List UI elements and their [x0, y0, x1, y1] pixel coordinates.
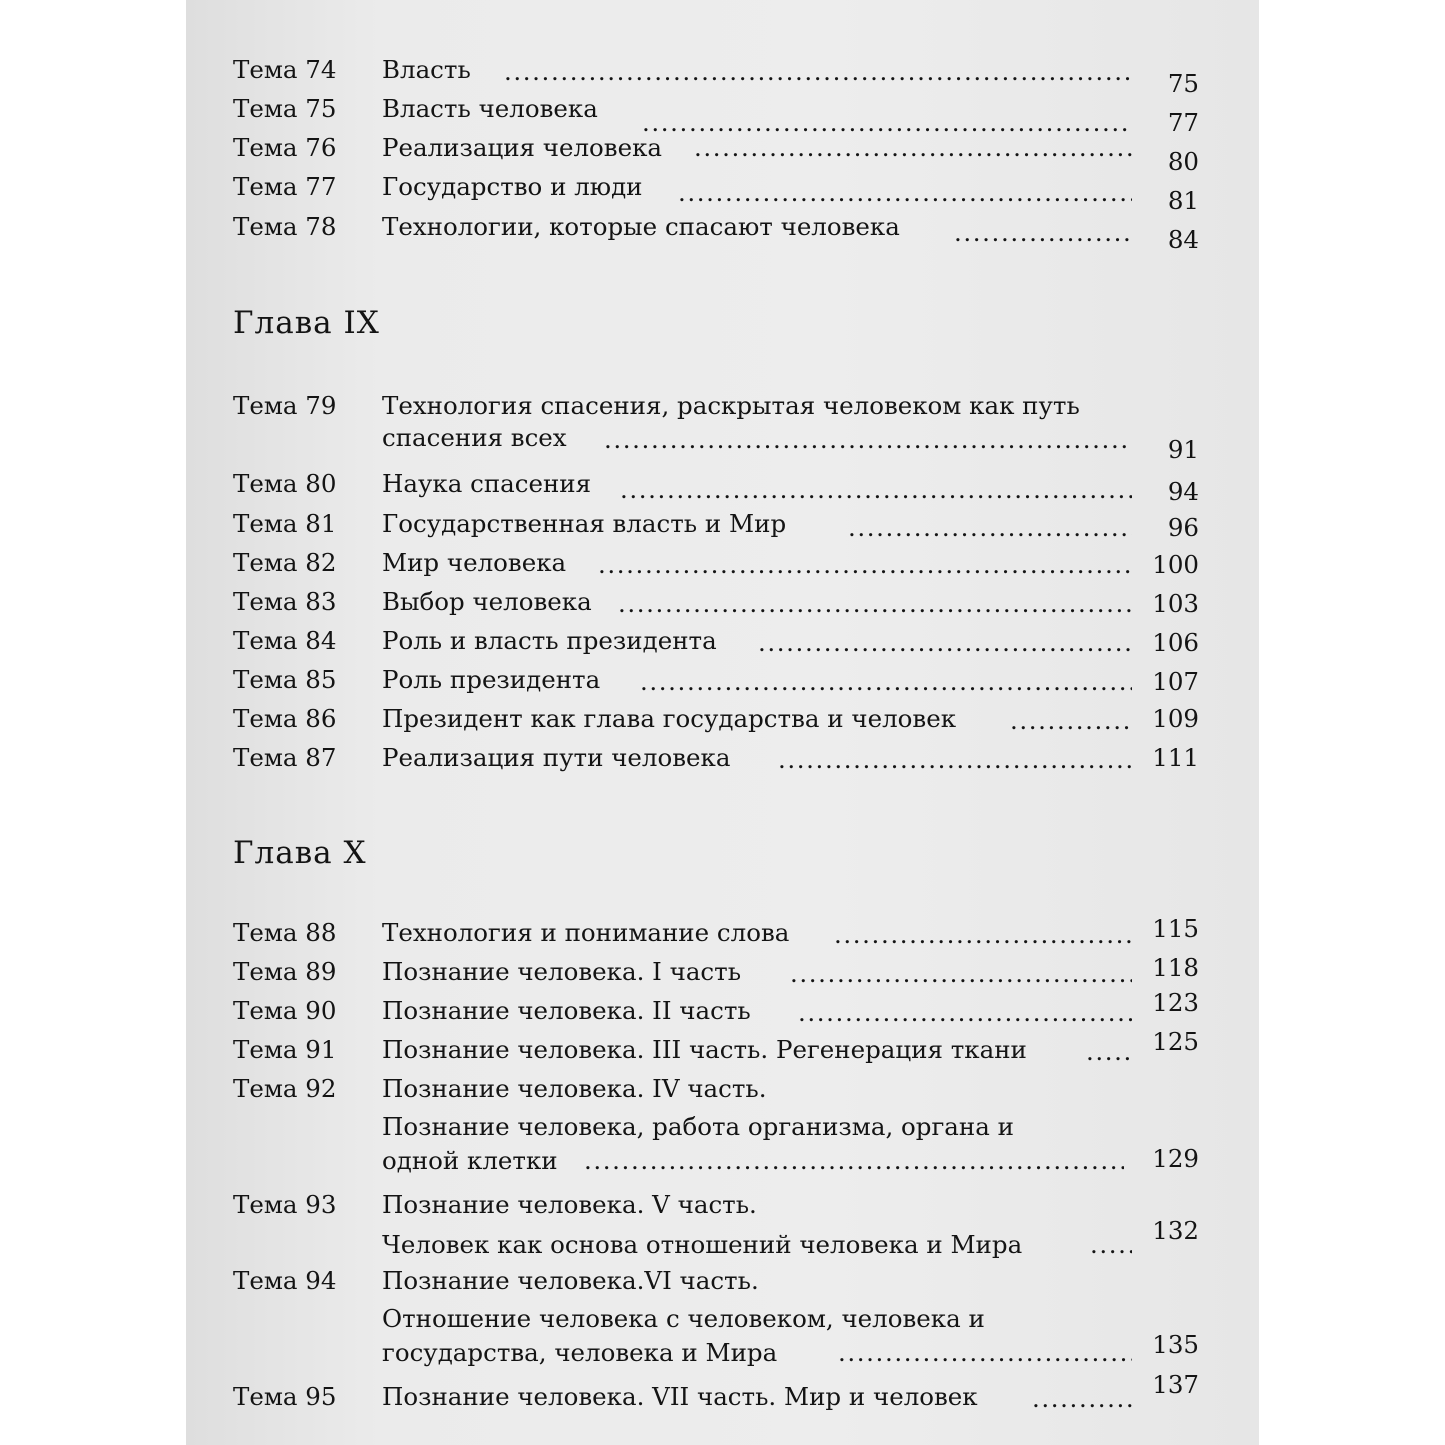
page-number: 115: [1152, 914, 1199, 943]
toc-entry: [186, 1190, 1259, 1260]
page-number: 91: [1167, 435, 1199, 464]
dot-leader: [640, 667, 1132, 697]
topic-number: Тема 84: [233, 626, 337, 655]
page-number: 137: [1152, 1370, 1199, 1399]
topic-number: Тема 85: [233, 665, 337, 694]
dot-leader: [618, 589, 1132, 619]
dot-leader: [778, 745, 1132, 775]
topic-number: Тема 94: [233, 1266, 337, 1295]
topic-title: Познание человека. II часть: [382, 996, 751, 1025]
dot-leader: [798, 998, 1132, 1028]
topic-title-line: Отношение человека с человеком, человека и: [382, 1304, 985, 1333]
topic-number: Тема 90: [233, 996, 337, 1025]
page-number: 123: [1152, 988, 1199, 1017]
page-number: 129: [1152, 1144, 1199, 1173]
page-number: 94: [1167, 477, 1199, 506]
topic-title: Государство и люди: [382, 172, 643, 201]
page-number: 75: [1167, 69, 1199, 98]
topic-title: Роль президента: [382, 665, 601, 694]
topic-number: Тема 87: [233, 743, 337, 772]
topic-number: Тема 91: [233, 1035, 337, 1064]
topic-title: Познание человека.VI часть.: [382, 1266, 759, 1295]
topic-title: Реализация пути человека: [382, 743, 731, 772]
page-number: 77: [1167, 108, 1199, 137]
toc-entry: [186, 1074, 1259, 1180]
chapter-heading: Глава IX: [233, 305, 380, 341]
topic-number: Тема 81: [233, 509, 337, 538]
page-number: 80: [1167, 147, 1199, 176]
topic-title: Познание человека. IV часть.: [382, 1074, 767, 1103]
topic-number: Тема 74: [233, 55, 337, 84]
page-number: 111: [1152, 743, 1199, 772]
chapter-heading: Глава X: [233, 835, 367, 871]
page-number: 135: [1152, 1330, 1199, 1359]
page-number: 106: [1152, 628, 1199, 657]
topic-title: Реализация человека: [382, 133, 663, 162]
page-number: 132: [1152, 1216, 1199, 1245]
topic-number: Тема 83: [233, 587, 337, 616]
topic-title-line: государства, человека и Мира: [382, 1338, 778, 1367]
dot-leader: [678, 178, 1132, 208]
topic-title: Мир человека: [382, 548, 567, 577]
topic-title: Государственная власть и Мир: [382, 509, 787, 538]
topic-title-line: Познание человека, работа организма, органа и: [382, 1112, 1014, 1141]
topic-number: Тема 82: [233, 548, 337, 577]
page-number: 100: [1152, 550, 1199, 579]
topic-number: Тема 95: [233, 1382, 337, 1411]
page-number: 118: [1152, 953, 1199, 982]
dot-leader: [504, 57, 1132, 87]
page-number: 96: [1167, 513, 1199, 542]
topic-title: Выбор человека: [382, 587, 592, 616]
dot-leader: [598, 550, 1132, 580]
dot-leader: [1090, 1230, 1132, 1260]
table-of-contents: [186, 0, 1259, 1445]
topic-title: Роль и власть президента: [382, 626, 717, 655]
topic-number: Тема 78: [233, 212, 337, 241]
topic-title: Власть человека: [382, 94, 598, 123]
page-number: 103: [1152, 589, 1199, 618]
topic-title: Технология спасения, раскрытая человеком как путь: [382, 391, 1080, 420]
book-page: [186, 0, 1259, 1445]
dot-leader: [838, 1338, 1132, 1368]
dot-leader: [758, 628, 1132, 658]
topic-number: Тема 88: [233, 918, 337, 947]
topic-title: Наука спасения: [382, 469, 592, 498]
dot-leader: [790, 959, 1132, 989]
topic-number: Тема 93: [233, 1190, 337, 1219]
topic-title-line: спасения всех: [382, 423, 567, 452]
page-number: 81: [1167, 186, 1199, 215]
page-number: 107: [1152, 667, 1199, 696]
dot-leader: [584, 1146, 1124, 1176]
topic-title: Технология и понимание слова: [382, 918, 790, 947]
dot-leader: [1086, 1037, 1132, 1067]
dot-leader: [604, 425, 1132, 455]
topic-title-line: Человек как основа отношений человека и Мира: [382, 1230, 1023, 1259]
page-number: 125: [1152, 1027, 1199, 1056]
topic-title: Познание человека. V часть.: [382, 1190, 757, 1219]
topic-title: Технологии, которые спасают человека: [382, 212, 900, 241]
topic-number: Тема 75: [233, 94, 337, 123]
topic-number: Тема 92: [233, 1074, 337, 1103]
toc-entry: [186, 1266, 1259, 1372]
topic-title: Власть: [382, 55, 471, 84]
topic-number: Тема 80: [233, 469, 337, 498]
dot-leader: [1032, 1384, 1132, 1414]
dot-leader: [1010, 706, 1132, 736]
dot-leader: [620, 475, 1132, 505]
topic-title: Познание человека. I часть: [382, 957, 742, 986]
page-number: 109: [1152, 704, 1199, 733]
topic-title-line: одной клетки: [382, 1146, 558, 1175]
dot-leader: [694, 133, 1132, 163]
topic-number: Тема 77: [233, 172, 337, 201]
topic-title: Президент как глава государства и человек: [382, 704, 957, 733]
dot-leader: [848, 513, 1132, 543]
topic-number: Тема 76: [233, 133, 337, 162]
topic-number: Тема 86: [233, 704, 337, 733]
topic-number: Тема 79: [233, 391, 337, 420]
dot-leader: [954, 218, 1132, 248]
page-number: 84: [1167, 225, 1199, 254]
topic-title: Познание человека. III часть. Регенерация ткани: [382, 1035, 1027, 1064]
topic-number: Тема 89: [233, 957, 337, 986]
topic-title: Познание человека. VII часть. Мир и человек: [382, 1382, 978, 1411]
dot-leader: [834, 920, 1132, 950]
